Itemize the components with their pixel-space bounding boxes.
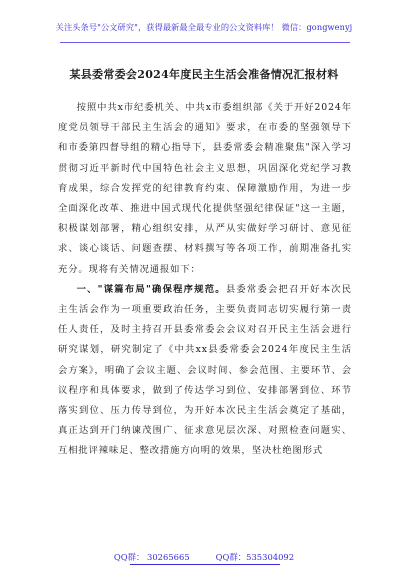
- footer-contact: [0, 551, 408, 563]
- document-body: [58, 98, 352, 462]
- header-divider: [60, 42, 350, 43]
- section-1-body: 县委常委会把召开好本次民主生活会作为一项重要政治任务，主要负责同志切实履行第一责任人责任，及时主持召开县委常委会会议对召开民主生活会进行研究谋划，研究制定了《中共xx县委常委会2024年度民主生活会方案》，明确了会议主题、会议时间、参会范围、主要环节、会议程序和具体要求，做到了传达学习到位、安排部署到位、环节落实到位、压力传导到位，为开好本次民主生活会奠定了基础，真正达到开门纳谏茂围广、征求意见层次深、对照检查问题实、互相批评辣味足、整改措施方向明的效果，坚决杜绝图形式: [58, 283, 352, 457]
- footer-underline: [130, 564, 280, 565]
- section-1-paragraph: [58, 280, 352, 462]
- header-banner: 关注头条号"公文研究"，获得最新最全最专业的公文资料库！ 微信：gongwenyj: [55, 22, 353, 32]
- document-title: 某县委常委会2024年度民主生活会准备情况汇报材料: [69, 68, 339, 81]
- footer-qq-group-1: QQ群： 30265665: [113, 552, 190, 562]
- section-1-heading: 一、"谋篇布局"确保程序规范。: [76, 283, 226, 295]
- intro-paragraph: 按照中共x市纪委机关、中共x市委组织部《关于开好2024年度党员领导干部民主生活会的通知》要求，在市委的坚强领导下和市委第四督导组的精心指导下，县委常委会精准聚焦"深入学习贯彻习近平新时代中国特色社会主义思想，巩固深化党纪学习教育成果，综合发挥党的纪律教育约束、保障激励作用，为进一步全面深化改革、推进中国式现代化提供坚强纪律保证"这一主题，积极谋划部署，精心组织安排，从严从实做好学习研讨、意见征求、谈心谈话、问题查摆、材料撰写等各项工作，前期准备扎实充分。现将有关情况通报如下：: [58, 102, 352, 275]
- footer-qq-group-2: QQ群：535304092: [215, 552, 295, 562]
